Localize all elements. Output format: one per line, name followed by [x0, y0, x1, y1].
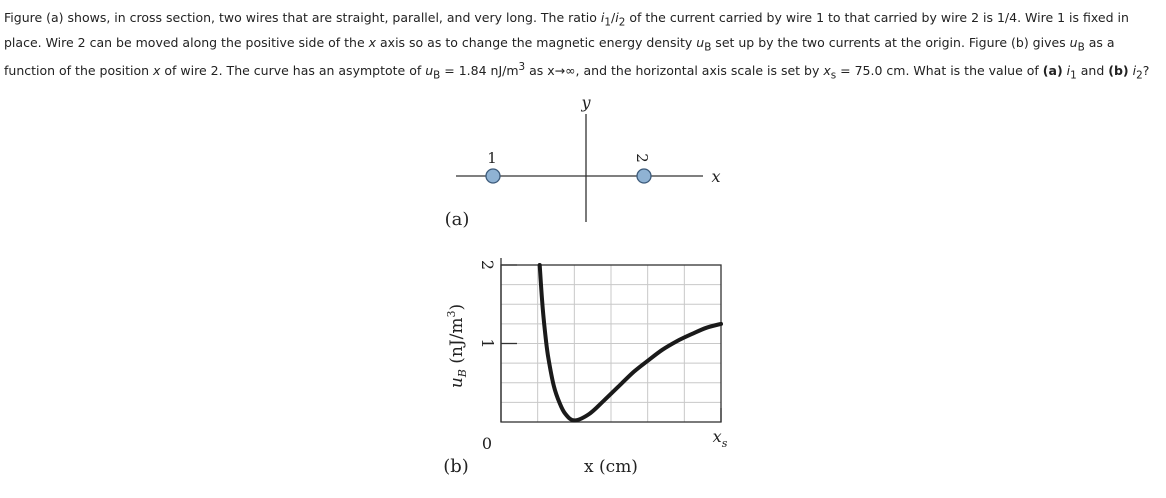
wire-1-icon [486, 169, 500, 183]
sub: s [830, 69, 837, 82]
var-x: x [153, 63, 161, 79]
problem-text: ? [1142, 63, 1150, 79]
figure-a-label: (a) [444, 209, 470, 230]
problem-text: as a function of the position [4, 34, 1115, 79]
y-tick-labels [478, 260, 517, 453]
figure-b [443, 258, 727, 477]
wire-1-label: 1 [487, 149, 497, 167]
slash: / [611, 10, 616, 25]
problem-text: = 1.84 nJ/m [440, 63, 519, 79]
sub: 2 [1136, 69, 1143, 82]
x-axis-label: x [711, 167, 721, 186]
var-i: i [1066, 63, 1071, 79]
xs-var: x [712, 427, 722, 446]
chart-grid [501, 265, 721, 422]
var-u: u [425, 63, 434, 79]
var-u: u [1069, 34, 1078, 50]
var-u: u [696, 34, 705, 50]
wire-2-label: 2 [633, 153, 651, 163]
sub: 1 [604, 16, 612, 29]
problem-text: = 75.0 cm. What is the value of [836, 63, 1043, 79]
var-i: i [600, 10, 605, 25]
sub: 2 [618, 16, 626, 29]
x-axis-title: x (cm) [584, 457, 638, 477]
y-sup: 3 [445, 310, 458, 318]
y-var: u [447, 377, 467, 389]
problem-text: Figure (a) shows, in cross section, two wires that are straight, parallel, and very long. The ratio [4, 10, 601, 25]
sub: B [704, 41, 712, 53]
y-tick-label: 1 [478, 338, 497, 349]
xs-sub: s [721, 437, 728, 450]
figure-b-label: (b) [443, 456, 469, 477]
sub: B [1077, 41, 1085, 53]
part-a: (a) [1042, 63, 1063, 79]
part-b: (b) [1108, 63, 1129, 79]
y-axis-title [445, 304, 469, 388]
problem-text: set up by the two currents at the origin. Figure (b) gives [711, 34, 1070, 50]
problem-text: and [1076, 63, 1109, 79]
y-tick-label: 2 [478, 259, 497, 271]
problem-text: as x→∞, and the horizontal axis scale is set by [525, 63, 824, 79]
problem-text: of the current carried by wire 1 to that carried by wire 2 is 1/4. Wire 1 is fixed in place. Wire 2 can be moved along the positive side of the [4, 10, 1129, 50]
figure-a [445, 93, 721, 230]
sub: 1 [1070, 69, 1077, 82]
problem-text: axis so as to change the magnetic energy density [376, 34, 697, 50]
sub: B [433, 69, 441, 82]
sup: 3 [518, 61, 526, 73]
var-i: i [615, 10, 619, 25]
var-i: i [1132, 63, 1137, 79]
var-x: x [823, 63, 831, 79]
wire-2-icon [637, 169, 651, 183]
y-close: ) [447, 303, 467, 311]
y-tick-label: 0 [481, 434, 493, 453]
problem-text: of wire 2. The curve has an asymptote of [160, 63, 426, 79]
var-x: x [368, 34, 377, 50]
data-series-line [540, 265, 721, 420]
xs-tick-label [713, 427, 728, 450]
y-axis-label: y [581, 93, 591, 112]
y-sub: B [456, 369, 469, 378]
y-unit: (nJ/m [447, 317, 467, 370]
